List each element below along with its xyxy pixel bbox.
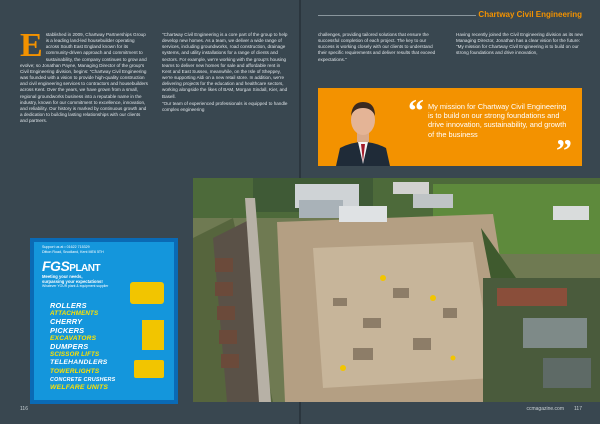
article-paragraph: Having recently joined the Civil Engineering division as its new Managing Director, Jonathan has a clear vision for the future: "My mission for Chartway Civil Engineering is to build on our strong foundations and drive innovation, <box>456 32 583 56</box>
drop-cap: E <box>20 27 43 64</box>
equipment-list-item: SCISSOR LIFTS <box>50 351 100 359</box>
close-quote-icon: ” <box>556 132 572 168</box>
page-number-right: 117 <box>574 406 582 412</box>
logo-suffix: PLANT <box>69 263 101 274</box>
equipment-list-item: TELEHANDLERS <box>50 359 108 367</box>
article-column-3 <box>318 32 442 64</box>
article-column-4 <box>456 32 584 58</box>
excavator-image <box>130 282 164 304</box>
aerial-construction-site-photo <box>193 178 600 402</box>
article-paragraph: "Chartway Civil Engineering is a core part of the group to help develop new homes. As a team, we deliver a wide range of services, including groundworks, road construction, drainage systems, and utility installations for a range of clients and sectors. For example, we're working with the group's housing teams to deliver new homes for sale and affordable rent in Kent and East Sussex, meanwhile, on the Isle of Sheppey, we're supporting Aldi on a new retail store. In addition, we're delivering projects for the education and healthcare sectors, working alongside the likes of BAM, Morgan Sindall, Kier, and Basell. <box>162 32 288 99</box>
pull-quote-text: My mission for Chartway Civil Engineering is to build on our strong foundations and drive innovation, sustainability, and growth of the business <box>428 102 567 139</box>
advert-tagline <box>42 274 108 289</box>
article-column-2 <box>162 32 288 114</box>
pull-quote-box <box>318 88 582 166</box>
article-column-1 <box>20 27 148 125</box>
equipment-list-item: PICKERS <box>50 325 85 335</box>
open-quote-icon: “ <box>408 92 424 128</box>
advert-address: Ditton Road, Snodland, Kent ME6 5TH <box>42 249 104 254</box>
tagline-line: surpassing your expectations! <box>42 279 103 284</box>
logo-brand: FGS <box>42 258 70 274</box>
equipment-list-item: EXCAVATORS <box>50 334 97 342</box>
equipment-list-item: WELFARE UNITS <box>50 384 109 392</box>
equipment-list <box>50 302 140 392</box>
equipment-list-item: CHERRY <box>50 317 83 327</box>
equipment-list-item: TOWERLIGHTS <box>50 367 100 375</box>
article-paragraph: stablished in 2009, Chartway Partnerships Group is a leading land-led housebuilder operating across South East England known for its community-driven approach and commitment to sustainability, the company continues to grow and evolve; so Jonathan Payne, Managing Director of the group's Civil Engineering division, begins: "Chartway Civil Engineering was founded with a vision to provide high-quality construction and civil engineering services to contractors and housebuilders across Kent. Over the years, we have grown from a small, regional groundworks business into a reputable name in the industry, known for our commitment to excellence, innovation, and reliability. Our history is marked by continuous growth and a dedication to building lasting relationships with our clients and partners. <box>20 32 148 124</box>
equipment-list-item: ROLLERS <box>50 301 87 310</box>
advert-contact <box>42 245 104 254</box>
article-paragraph: challenges, providing tailored solutions that ensure the successful completion of each project. The key to our success is working closely with our clients to understand their specific requirements and deliver results that exceed expectations." <box>318 32 436 62</box>
fgs-plant-advert[interactable] <box>30 238 178 404</box>
equipment-list-item: CONCRETE CRUSHERS <box>50 376 116 383</box>
tagline-line: Meeting your needs, <box>42 274 83 279</box>
fgs-logo <box>42 258 100 274</box>
magazine-website[interactable]: ccmagazine.com <box>526 406 564 412</box>
advert-panel <box>34 242 174 400</box>
equipment-list-item: ATTACHMENTS <box>50 310 99 318</box>
header-rule <box>318 15 476 16</box>
section-title: Chartway Civil Engineering <box>478 10 582 19</box>
article-paragraph: "Our team of experienced professionals is equipped to handle complex engineering <box>162 100 288 112</box>
page-number-left: 116 <box>20 406 28 412</box>
advert-phone: Support us at • 01622 715329 <box>42 245 90 249</box>
jonathan-payne-photo <box>332 92 394 166</box>
scissor-lift-image <box>142 320 164 350</box>
tagline-line: Whatever YOUR plant & equipment supplier <box>42 284 109 288</box>
equipment-list-item: DUMPERS <box>50 342 89 352</box>
